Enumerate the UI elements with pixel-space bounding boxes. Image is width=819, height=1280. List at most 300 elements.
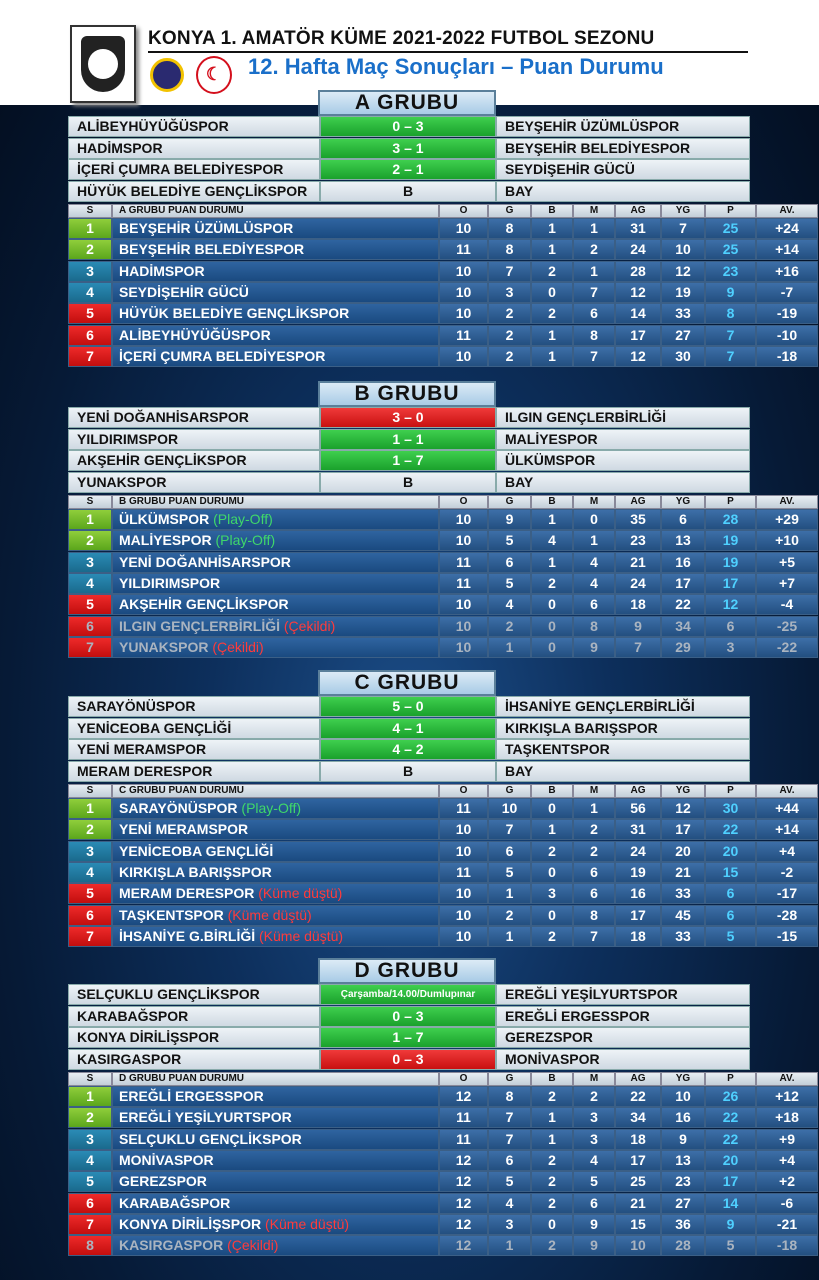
- cell-team: [112, 303, 439, 324]
- cell-o: 10: [439, 926, 488, 947]
- cell-ag: 21: [615, 1193, 661, 1214]
- cell-o: 12: [439, 1214, 488, 1235]
- cell-s: 6: [68, 616, 112, 637]
- header-ag: AG: [615, 204, 661, 218]
- table-row: [68, 883, 798, 904]
- header-team: C GRUBU PUAN DURUMU: [112, 784, 439, 798]
- cell-ag: 15: [615, 1214, 661, 1235]
- cell-ag: 22: [615, 1086, 661, 1107]
- cell-g: 8: [488, 1086, 531, 1107]
- cell-av: -2: [756, 862, 818, 883]
- cell-o: 10: [439, 637, 488, 658]
- cell-ag: 28: [615, 261, 661, 282]
- cell-m: 9: [573, 1235, 615, 1256]
- cell-team: [112, 841, 439, 862]
- cell-ag: 21: [615, 552, 661, 573]
- match-score: Çarşamba/14.00/Dumlupınar: [320, 984, 496, 1005]
- cell-ag: 17: [615, 905, 661, 926]
- table-row: [68, 841, 795, 862]
- cell-o: 11: [439, 325, 488, 346]
- match-row: [68, 116, 750, 137]
- team-name: YENİ MERAMSPOR: [119, 821, 249, 838]
- cell-s: 5: [68, 1171, 112, 1192]
- home-team: ALİBEYHÜYÜĞÜSPOR: [68, 116, 320, 137]
- cell-g: 2: [488, 616, 531, 637]
- cell-p: 7: [705, 325, 756, 346]
- cell-m: 7: [573, 282, 615, 303]
- table-row: [68, 594, 794, 615]
- home-team: YENİ MERAMSPOR: [68, 739, 320, 760]
- cell-ag: 7: [615, 637, 661, 658]
- team-status-note: (Küme düştü): [255, 927, 344, 944]
- cell-ag: 56: [615, 798, 661, 819]
- table-row: [68, 1235, 798, 1256]
- cell-yg: 34: [661, 616, 705, 637]
- cell-o: 12: [439, 1086, 488, 1107]
- federation-badge-icon: [150, 58, 184, 92]
- cell-p: 7: [705, 346, 756, 367]
- cell-av: +18: [756, 1107, 818, 1128]
- match-score: 3 – 0: [320, 407, 496, 428]
- cell-yg: 7: [661, 218, 705, 239]
- cell-b: 1: [531, 819, 573, 840]
- cell-s: 5: [68, 594, 112, 615]
- cell-p: 25: [705, 218, 756, 239]
- header-g: G: [488, 1072, 531, 1086]
- header-o: O: [439, 204, 488, 218]
- header-av: AV.: [756, 204, 818, 218]
- away-team: GEREZSPOR: [496, 1027, 750, 1048]
- cell-b: 0: [531, 616, 573, 637]
- cell-ag: 24: [615, 573, 661, 594]
- team-name: İHSANİYE G.BİRLİĞİ: [119, 927, 256, 944]
- match-score: B: [320, 181, 496, 202]
- cell-team: [112, 905, 439, 926]
- team-name: EREĞLİ YEŞİLYURTSPOR: [119, 1109, 292, 1126]
- cell-s: 1: [68, 509, 112, 530]
- table-row: [68, 862, 794, 883]
- cell-team: [112, 1086, 439, 1107]
- match-score: B: [320, 761, 496, 782]
- cell-g: 4: [488, 594, 531, 615]
- cell-ag: 31: [615, 218, 661, 239]
- header-team: D GRUBU PUAN DURUMU: [112, 1072, 439, 1086]
- cell-b: 2: [531, 1193, 573, 1214]
- cell-g: 5: [488, 530, 531, 551]
- cell-ag: 9: [615, 616, 661, 637]
- cell-p: 20: [705, 841, 756, 862]
- header-av: AV.: [756, 495, 818, 509]
- cell-m: 8: [573, 616, 615, 637]
- team-name: TAŞKENTSPOR: [119, 906, 224, 923]
- cell-b: 0: [531, 798, 573, 819]
- cell-av: -18: [756, 346, 818, 367]
- cell-m: 8: [573, 905, 615, 926]
- match-row: [68, 984, 750, 1005]
- cell-ag: 35: [615, 509, 661, 530]
- match-score: 4 – 1: [320, 718, 496, 739]
- cell-b: 2: [531, 1235, 573, 1256]
- match-row: [68, 1006, 750, 1027]
- cell-ag: 14: [615, 303, 661, 324]
- cell-team: [112, 616, 439, 637]
- away-team: MONİVASPOR: [496, 1049, 750, 1070]
- header-m: M: [573, 495, 615, 509]
- team-status-note: (Çekildi): [280, 617, 336, 634]
- away-team: BAY: [496, 472, 750, 493]
- cell-o: 10: [439, 841, 488, 862]
- team-name: HÜYÜK BELEDİYE GENÇLİKSPOR: [119, 305, 350, 322]
- cell-team: [112, 819, 439, 840]
- cell-g: 8: [488, 218, 531, 239]
- away-team: İHSANİYE GENÇLERBİRLİĞİ: [496, 696, 750, 717]
- cell-av: +4: [756, 1150, 818, 1171]
- team-name: MALİYESPOR: [119, 532, 212, 549]
- cell-p: 17: [705, 1171, 756, 1192]
- cell-av: -6: [756, 1193, 818, 1214]
- header-p: P: [705, 495, 756, 509]
- home-team: HÜYÜK BELEDİYE GENÇLİKSPOR: [68, 181, 320, 202]
- cell-o: 11: [439, 573, 488, 594]
- cell-s: 1: [68, 798, 112, 819]
- cell-av: +14: [756, 239, 818, 260]
- match-row: [68, 450, 750, 471]
- team-name: YILDIRIMSPOR: [119, 574, 221, 591]
- cell-s: 5: [68, 883, 112, 904]
- cell-g: 2: [488, 905, 531, 926]
- cell-yg: 28: [661, 1235, 705, 1256]
- away-team: BEYŞEHİR ÜZÜMLÜSPOR: [496, 116, 750, 137]
- cell-s: 7: [68, 1214, 112, 1235]
- cell-g: 5: [488, 573, 531, 594]
- cell-av: +16: [756, 261, 818, 282]
- cell-yg: 17: [661, 573, 705, 594]
- home-team: KASIRGASPOR: [68, 1049, 320, 1070]
- cell-o: 10: [439, 905, 488, 926]
- cell-m: 6: [573, 303, 615, 324]
- tff-logo-icon: ☾: [196, 56, 232, 94]
- cell-m: 2: [573, 841, 615, 862]
- table-row: [68, 1129, 795, 1150]
- cell-b: 2: [531, 261, 573, 282]
- team-name: ILGIN GENÇLERBİRLİĞİ: [119, 617, 280, 634]
- cell-yg: 19: [661, 282, 705, 303]
- team-name: YENİCEOBA GENÇLİĞİ: [119, 842, 274, 859]
- cell-p: 5: [705, 1235, 756, 1256]
- cell-o: 10: [439, 530, 488, 551]
- home-team: AKŞEHİR GENÇLİKSPOR: [68, 450, 320, 471]
- club-logo: [70, 25, 136, 103]
- cell-m: 2: [573, 239, 615, 260]
- cell-o: 12: [439, 1150, 488, 1171]
- team-name: SEYDİŞEHİR GÜCÜ: [119, 283, 249, 300]
- cell-p: 26: [705, 1086, 756, 1107]
- cell-s: 4: [68, 862, 112, 883]
- cell-yg: 16: [661, 552, 705, 573]
- cell-team: [112, 637, 439, 658]
- cell-o: 10: [439, 261, 488, 282]
- cell-ag: 10: [615, 1235, 661, 1256]
- match-score: 2 – 1: [320, 159, 496, 180]
- cell-p: 3: [705, 637, 756, 658]
- cell-av: +12: [756, 1086, 818, 1107]
- table-row: [68, 798, 799, 819]
- cell-s: 3: [68, 261, 112, 282]
- table-row: [68, 1193, 794, 1214]
- match-score: B: [320, 472, 496, 493]
- cell-s: 2: [68, 239, 112, 260]
- table-row: [68, 325, 798, 346]
- cell-o: 12: [439, 1193, 488, 1214]
- match-score: 1 – 7: [320, 1027, 496, 1048]
- cell-s: 7: [68, 346, 112, 367]
- cell-m: 6: [573, 883, 615, 904]
- team-name: KARABAĞSPOR: [119, 1194, 231, 1211]
- match-row: [68, 181, 750, 202]
- cell-o: 10: [439, 282, 488, 303]
- header-g: G: [488, 495, 531, 509]
- table-row: [68, 239, 799, 260]
- cell-b: 2: [531, 1171, 573, 1192]
- cell-yg: 22: [661, 594, 705, 615]
- away-team: SEYDİŞEHİR GÜCÜ: [496, 159, 750, 180]
- team-name: MONİVASPOR: [119, 1151, 214, 1168]
- cell-team: [112, 1171, 439, 1192]
- group-title: D GRUBU: [318, 958, 496, 984]
- cell-av: +7: [756, 573, 818, 594]
- away-team: ILGIN GENÇLERBİRLİĞİ: [496, 407, 750, 428]
- cell-s: 6: [68, 905, 112, 926]
- team-status-note: (Çekildi): [223, 1237, 279, 1254]
- cell-m: 4: [573, 1150, 615, 1171]
- cell-m: 7: [573, 346, 615, 367]
- cell-team: [112, 883, 439, 904]
- cell-o: 10: [439, 819, 488, 840]
- header-ag: AG: [615, 495, 661, 509]
- cell-b: 1: [531, 346, 573, 367]
- cell-av: -18: [756, 1235, 818, 1256]
- cell-m: 5: [573, 1171, 615, 1192]
- cell-o: 11: [439, 1107, 488, 1128]
- match-row: [68, 429, 750, 450]
- away-team: MALİYESPOR: [496, 429, 750, 450]
- cell-team: [112, 573, 439, 594]
- page-title: KONYA 1. AMATÖR KÜME 2021-2022 FUTBOL SEZONU: [148, 28, 748, 53]
- table-row: [68, 346, 798, 367]
- header-o: O: [439, 495, 488, 509]
- cell-yg: 29: [661, 637, 705, 658]
- table-row: [68, 261, 799, 282]
- cell-s: 5: [68, 303, 112, 324]
- cell-o: 10: [439, 616, 488, 637]
- header-s: S: [68, 784, 112, 798]
- table-row: [68, 218, 799, 239]
- cell-yg: 21: [661, 862, 705, 883]
- match-score: 1 – 7: [320, 450, 496, 471]
- team-status-note: (Play-Off): [209, 511, 273, 527]
- cell-g: 3: [488, 1214, 531, 1235]
- cell-o: 10: [439, 594, 488, 615]
- cell-g: 5: [488, 862, 531, 883]
- away-team: EREĞLİ YEŞİLYURTSPOR: [496, 984, 750, 1005]
- cell-g: 10: [488, 798, 531, 819]
- cell-b: 4: [531, 530, 573, 551]
- table-row: [68, 616, 798, 637]
- cell-p: 30: [705, 798, 756, 819]
- home-team: İÇERİ ÇUMRA BELEDİYESPOR: [68, 159, 320, 180]
- cell-m: 3: [573, 1129, 615, 1150]
- cell-b: 1: [531, 325, 573, 346]
- team-name: KONYA DİRİLİŞSPOR: [119, 1215, 262, 1232]
- cell-yg: 13: [661, 530, 705, 551]
- team-name: AKŞEHİR GENÇLİKSPOR: [119, 596, 289, 613]
- cell-av: -28: [756, 905, 818, 926]
- match-score: 5 – 0: [320, 696, 496, 717]
- cell-s: 8: [68, 1235, 112, 1256]
- cell-b: 0: [531, 862, 573, 883]
- cell-m: 3: [573, 1107, 615, 1128]
- match-score: 1 – 1: [320, 429, 496, 450]
- cell-o: 11: [439, 239, 488, 260]
- table-header: [68, 1072, 795, 1086]
- home-team: SARAYÖNÜSPOR: [68, 696, 320, 717]
- cell-av: +5: [756, 552, 818, 573]
- header-av: AV.: [756, 784, 818, 798]
- team-name: HADİMSPOR: [119, 262, 205, 279]
- cell-m: 1: [573, 261, 615, 282]
- cell-team: [112, 325, 439, 346]
- header-ag: AG: [615, 784, 661, 798]
- cell-o: 10: [439, 883, 488, 904]
- cell-b: 2: [531, 841, 573, 862]
- header-team: B GRUBU PUAN DURUMU: [112, 495, 439, 509]
- away-team: BAY: [496, 181, 750, 202]
- cell-o: 10: [439, 218, 488, 239]
- cell-ag: 17: [615, 1150, 661, 1171]
- cell-p: 20: [705, 1150, 756, 1171]
- home-team: SELÇUKLU GENÇLİKSPOR: [68, 984, 320, 1005]
- cell-b: 0: [531, 1214, 573, 1235]
- cell-yg: 10: [661, 1086, 705, 1107]
- cell-b: 1: [531, 509, 573, 530]
- cell-o: 11: [439, 552, 488, 573]
- cell-ag: 16: [615, 883, 661, 904]
- cell-s: 3: [68, 552, 112, 573]
- cell-s: 3: [68, 1129, 112, 1150]
- cell-team: [112, 282, 439, 303]
- match-score: 3 – 1: [320, 138, 496, 159]
- cell-ag: 18: [615, 926, 661, 947]
- header-b: B: [531, 784, 573, 798]
- team-status-note: (Play-Off): [211, 532, 276, 549]
- cell-g: 7: [488, 261, 531, 282]
- page-subtitle: 12. Hafta Maç Sonuçları – Puan Durumu: [248, 54, 664, 79]
- header-ag: AG: [615, 1072, 661, 1086]
- match-row: [68, 1049, 750, 1070]
- cell-s: 4: [68, 573, 112, 594]
- header-g: G: [488, 784, 531, 798]
- cell-yg: 33: [661, 883, 705, 904]
- cell-yg: 27: [661, 1193, 705, 1214]
- cell-b: 3: [531, 883, 573, 904]
- team-status-note: (Küme düştü): [223, 906, 312, 923]
- cell-team: [112, 1214, 439, 1235]
- cell-b: 1: [531, 552, 573, 573]
- header-m: M: [573, 784, 615, 798]
- cell-g: 2: [488, 325, 531, 346]
- match-row: [68, 159, 750, 180]
- team-status-note: (Küme düştü): [254, 885, 343, 902]
- cell-o: 11: [439, 798, 488, 819]
- away-team: ÜLKÜMSPOR: [496, 450, 750, 471]
- group-title: C GRUBU: [318, 670, 496, 696]
- cell-b: 0: [531, 282, 573, 303]
- cell-p: 9: [705, 1214, 756, 1235]
- cell-p: 8: [705, 303, 756, 324]
- away-team: TAŞKENTSPOR: [496, 739, 750, 760]
- team-name: YENİ DOĞANHİSARSPOR: [119, 553, 291, 570]
- team-name: KIRKIŞLA BARIŞSPOR: [119, 863, 272, 880]
- team-status-note: (Play-Off): [237, 800, 302, 816]
- home-team: MERAM DERESPOR: [68, 761, 320, 782]
- match-row: [68, 407, 750, 428]
- team-name: ÜLKÜMSPOR: [119, 511, 210, 527]
- cell-g: 2: [488, 303, 531, 324]
- cell-g: 1: [488, 637, 531, 658]
- table-row: [68, 282, 794, 303]
- cell-g: 1: [488, 926, 531, 947]
- cell-b: 2: [531, 1150, 573, 1171]
- table-header: [68, 204, 795, 218]
- cell-g: 6: [488, 552, 531, 573]
- table-row: [68, 819, 799, 840]
- table-row: [68, 905, 798, 926]
- match-score: 0 – 3: [320, 1049, 496, 1070]
- cell-g: 7: [488, 819, 531, 840]
- header-p: P: [705, 204, 756, 218]
- cell-p: 15: [705, 862, 756, 883]
- cell-team: [112, 530, 439, 551]
- cell-p: 22: [705, 1107, 756, 1128]
- home-team: KARABAĞSPOR: [68, 1006, 320, 1027]
- cell-ag: 12: [615, 346, 661, 367]
- cell-team: [112, 1235, 439, 1256]
- cell-g: 4: [488, 1193, 531, 1214]
- cell-yg: 16: [661, 1107, 705, 1128]
- cell-ag: 18: [615, 1129, 661, 1150]
- home-team: KONYA DİRİLİŞSPOR: [68, 1027, 320, 1048]
- cell-s: 6: [68, 1193, 112, 1214]
- cell-yg: 12: [661, 798, 705, 819]
- cell-b: 0: [531, 594, 573, 615]
- cell-team: [112, 594, 439, 615]
- cell-yg: 27: [661, 325, 705, 346]
- team-name: YUNAKSPOR: [119, 638, 209, 655]
- header-yg: YG: [661, 1072, 705, 1086]
- cell-team: [112, 862, 439, 883]
- cell-ag: 25: [615, 1171, 661, 1192]
- header-m: M: [573, 1072, 615, 1086]
- table-header: [68, 495, 795, 509]
- match-score: 0 – 3: [320, 116, 496, 137]
- cell-m: 1: [573, 218, 615, 239]
- cell-team: [112, 1107, 439, 1128]
- cell-m: 7: [573, 926, 615, 947]
- team-name: İÇERİ ÇUMRA BELEDİYESPOR: [119, 347, 326, 364]
- cell-p: 6: [705, 905, 756, 926]
- cell-o: 10: [439, 346, 488, 367]
- cell-g: 9: [488, 509, 531, 530]
